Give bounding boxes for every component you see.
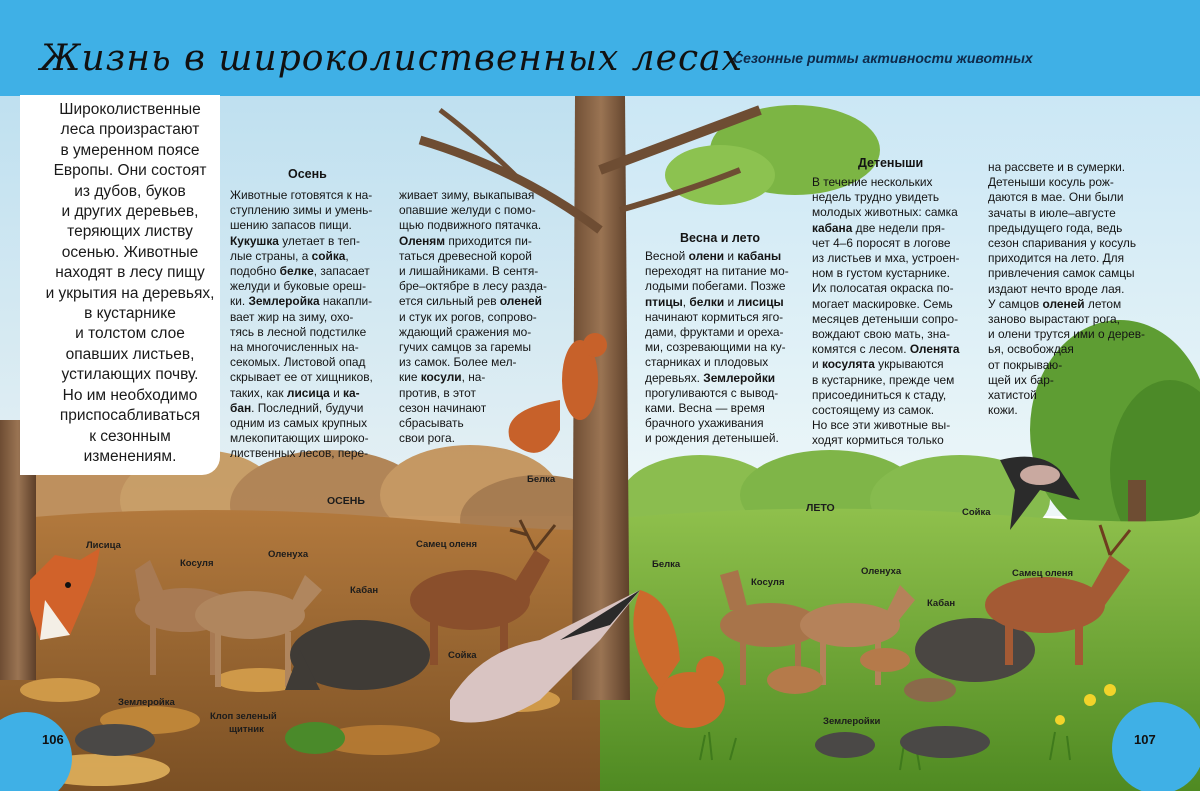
label-doe-left: Оленуха xyxy=(268,549,309,560)
text-line: Их полосатая окраска по- xyxy=(812,281,954,296)
text-line: недель трудно увидеть xyxy=(812,190,940,205)
text-line: ками. Весна — время xyxy=(645,401,765,416)
text-line: и лишайниками. В сентя- xyxy=(399,264,539,279)
text-line: Весной олени и кабаны xyxy=(645,249,782,263)
shrew-right-2-figure xyxy=(900,726,990,758)
text-line: секомых. Листовой опад xyxy=(230,355,366,370)
text-line: Оленям приходится пи- xyxy=(399,233,532,248)
young-column-1 xyxy=(812,175,990,449)
text-line: заново вырастают рога, xyxy=(988,312,1120,327)
text-line: ступлению зимы и умень- xyxy=(230,203,373,218)
label-bug-line-1: Клоп зеленый xyxy=(210,711,277,722)
text-line: и стук их рогов, сопрово- xyxy=(399,309,537,324)
text-line: щей их бар- xyxy=(988,372,1054,387)
text-line: из самок. Более мел- xyxy=(399,355,517,370)
text-line: подобно белке, запасает xyxy=(230,264,370,279)
shrew-right-1-figure xyxy=(815,732,875,758)
text-line: вождают свою мать, зна- xyxy=(812,327,950,342)
text-line: в кустарнике, прежде чем xyxy=(812,372,955,387)
page-number-left-text: 106 xyxy=(42,732,64,747)
text-line: прогуливаются с вывод- xyxy=(645,385,779,400)
text-line: кабана две недели пря- xyxy=(812,220,945,235)
text-line: сбрасывать xyxy=(399,416,464,431)
text-line: лые страны, а сойка, xyxy=(230,248,349,263)
text-line: чет 4–6 поросят в логове xyxy=(812,235,951,250)
text-line: зачаты в июле–августе xyxy=(988,205,1116,220)
text-line: хатистой xyxy=(988,388,1037,403)
text-line: таких, как лисица и ка- xyxy=(230,385,360,400)
autumn-heading: Осень xyxy=(288,167,327,181)
text-line: комятся с лесом. Оленята xyxy=(812,342,960,357)
text-line: даются в мае. Они были xyxy=(988,190,1124,205)
text-line: опавшие желуди с помо- xyxy=(399,203,536,218)
label-shrew-left: Землеройка xyxy=(118,697,175,708)
text-line: лиственных лесов, пере- xyxy=(230,446,369,461)
text-line: вает жир на зиму, охо- xyxy=(230,309,354,324)
fawn-2-figure xyxy=(860,648,910,672)
page-title: Жизнь в широколиственных лесах xyxy=(40,38,743,79)
season-label-summer: ЛЕТО xyxy=(806,502,835,514)
text-line: издают нечто вроде лая. xyxy=(988,281,1125,296)
text-line: ходят кормиться только xyxy=(812,433,944,448)
label-bug-line-2: щитник xyxy=(229,724,264,735)
text-line: и олени трутся ими о дерев- xyxy=(988,327,1145,342)
text-line: Кукушка улетает в теп- xyxy=(230,233,360,248)
label-fox: Лисица xyxy=(86,540,121,551)
label-roe-left: Косуля xyxy=(180,558,214,569)
text-line: скрывает ее от хищников, xyxy=(230,370,373,385)
label-jay-left: Сойка xyxy=(448,650,477,661)
text-line: кожи. xyxy=(988,403,1018,418)
text-line: ья, освобождая xyxy=(988,342,1074,357)
label-jay-right: Сойка xyxy=(962,507,991,518)
text-line: месяцев детеныши сопро- xyxy=(812,311,959,326)
text-line: и косулята укрываются xyxy=(812,357,944,372)
label-squirrel-ground: Белка xyxy=(652,559,681,570)
text-line: Детеныши косуль рож- xyxy=(988,175,1114,190)
page-number-right xyxy=(1112,702,1200,791)
text-line: старниках и плодовых xyxy=(645,355,769,370)
text-line: шению запасов пищи. xyxy=(230,218,352,233)
text-line: привлечения самок самцы xyxy=(988,266,1135,281)
text-line: птицы, белки и лисицы xyxy=(645,294,784,309)
text-line: одним из самых крупных xyxy=(230,416,368,431)
young-column-2 xyxy=(988,160,1160,418)
fawn-figure xyxy=(767,666,823,694)
label-squirrel-tree: Белка xyxy=(527,474,556,485)
text-line: дами, фруктами и ореха- xyxy=(645,325,784,340)
text-line: и рождения детенышей. xyxy=(645,431,779,446)
text-line: ми, созревающими на ку- xyxy=(645,340,786,355)
text-line: ется сильный рев оленей xyxy=(399,294,542,309)
label-doe-right: Оленуха xyxy=(861,566,902,577)
text-line: таться древесной корой xyxy=(399,248,532,263)
text-line: приходится на лето. Для xyxy=(988,251,1125,266)
page-number-right-text: 107 xyxy=(1134,732,1156,747)
text-line: брачного ухаживания xyxy=(645,416,764,431)
text-line: желуди и буковые ореш- xyxy=(230,279,367,294)
text-line: присоединиться к стаду, xyxy=(812,387,947,402)
label-stag-left: Самец оленя xyxy=(416,539,478,550)
label-shrews-right: Землеройки xyxy=(823,716,881,727)
text-line: могает маскировке. Семь xyxy=(812,296,953,311)
text-line: гучих самцов за гаремы xyxy=(399,340,532,355)
text-line: состоящему из самок. xyxy=(812,403,935,418)
text-line: бре–октябре в лесу разда- xyxy=(399,279,547,294)
label-boar-left: Кабан xyxy=(350,585,379,596)
text-line: ки. Землеройка накапли- xyxy=(230,294,373,309)
autumn-column-2 xyxy=(399,188,567,446)
text-line: живает зиму, выкапывая xyxy=(399,188,535,202)
text-line: тясь в лесной подстилке xyxy=(230,324,367,339)
text-line: от покрываю- xyxy=(988,357,1063,372)
text-line: лодыми побегами. Позже xyxy=(645,279,786,294)
intro-paragraph: Широколиственные леса произрастают в умеренном поясе Европы. Они состоят из дубов, буков и других деревьев, теряющих листву осенью. Животные находят в лесу пищу и укрытия на деревьях, в кустарнике и толстом слое опавших листьев, устилающих почву. Но им необходимо приспосабливаться к сезонным изменениям. xyxy=(45,101,215,465)
text-line: ном в густом кустарнике. xyxy=(812,266,950,281)
shield-bug-figure xyxy=(285,722,345,754)
text-line: свои рога. xyxy=(399,431,455,446)
text-line: ждающий сражения мо- xyxy=(399,324,532,339)
text-line: на рассвете и в сумерки. xyxy=(988,160,1126,174)
text-line: начинают кормиться яго- xyxy=(645,309,784,324)
text-line: молодых животных: самка xyxy=(812,205,958,220)
text-line: В течение нескольких xyxy=(812,175,933,189)
text-line: млекопитающих широко- xyxy=(230,431,369,446)
text-line: кие косули, на- xyxy=(399,370,486,385)
season-label-autumn: ОСЕНЬ xyxy=(327,495,365,507)
label-roe-right: Косуля xyxy=(751,577,785,588)
text-line: против, в этот xyxy=(399,385,476,400)
text-line: предыдущего года, ведь xyxy=(988,220,1123,235)
text-line: сезон спаривания у косуль xyxy=(988,236,1137,251)
label-stag-right: Самец оленя xyxy=(1012,568,1074,579)
text-line: из листьев и мха, устроен- xyxy=(812,251,960,266)
young-heading: Детеныши xyxy=(858,156,924,170)
shrew-left-figure xyxy=(75,724,155,756)
text-line: переходят на питание мо- xyxy=(645,264,789,279)
text-line: Но все эти животные вы- xyxy=(812,418,951,433)
text-line: У самцов оленей летом xyxy=(988,296,1122,311)
label-boar-right: Кабан xyxy=(927,598,956,609)
spring-heading: Весна и лето xyxy=(680,231,761,245)
text-line: деревьях. Землеройки xyxy=(645,370,776,385)
text-line: щью подвижного пятачка. xyxy=(399,218,542,233)
spring-column xyxy=(645,249,805,447)
text-line: сезон начинают xyxy=(399,400,487,415)
text-line: бан. Последний, будучи xyxy=(230,400,364,415)
autumn-column-1 xyxy=(230,188,402,462)
text-line: Животные готовятся к на- xyxy=(230,188,373,202)
text-line: на многочисленных на- xyxy=(230,340,359,355)
section-subtitle: Сезонные ритмы активности животных xyxy=(733,50,1033,66)
